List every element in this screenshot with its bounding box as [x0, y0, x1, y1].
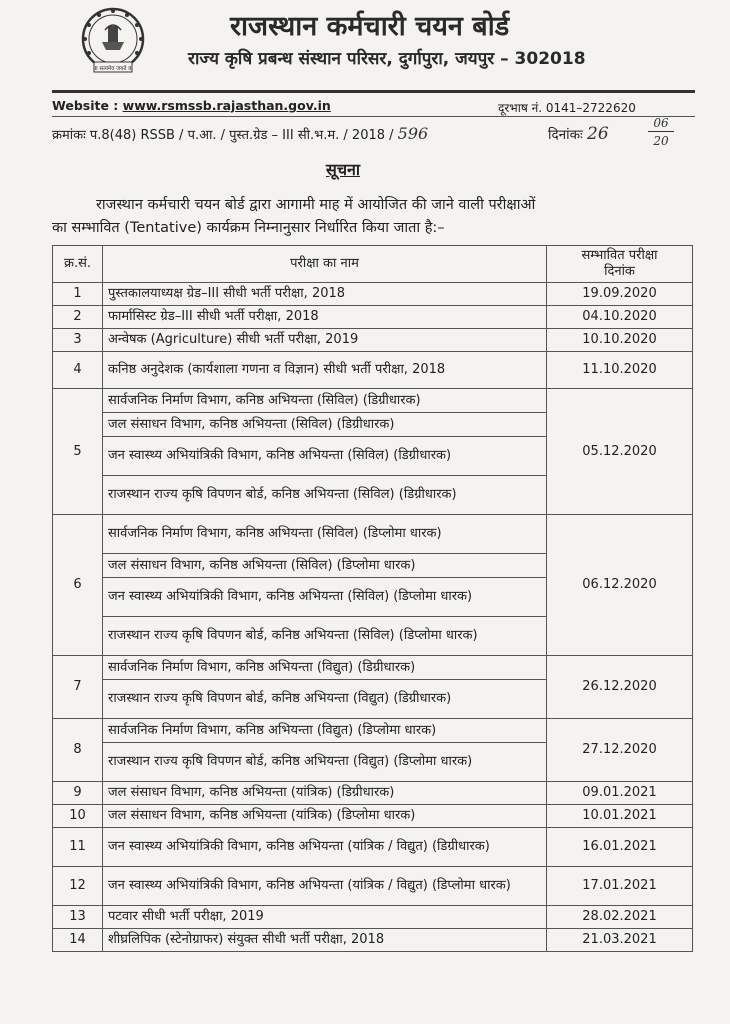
date-day: 26: [587, 124, 609, 144]
row-sno: 11: [53, 828, 103, 867]
date-month: 06: [653, 116, 669, 130]
table-row: [53, 828, 693, 867]
row-exam-name: जल संसाधन विभाग, कनिष्ठ अभियन्ता (यांत्रिक) (डिग्रीधारक): [103, 782, 547, 805]
row-exam-name: अन्वेषक (Agriculture) सीधी भर्ती परीक्षा, 2019: [103, 329, 547, 352]
row-date: 10.10.2020: [547, 329, 693, 352]
table-row: [53, 306, 693, 329]
row-sno: 6: [53, 515, 103, 656]
website-label: Website :: [52, 98, 119, 113]
row-exam-name: जल संसाधन विभाग, कनिष्ठ अभियन्ता (सिविल) (डिप्लोमा धारक): [103, 554, 547, 578]
exam-schedule-table: [52, 245, 693, 952]
issue-date: [548, 116, 669, 148]
reference-prefix: क्रमांकः प.8(48) RSSB / प.आ. / पुस्त.ग्रेड – III सी.भ.म. / 2018 /: [52, 128, 394, 143]
website-line: [52, 98, 331, 113]
header-sno: क्र.सं.: [53, 246, 103, 283]
row-exam-name: पुस्तकालयाध्यक्ष ग्रेड–III सीधी भर्ती परीक्षा, 2018: [103, 283, 547, 306]
row-exam-name: शीघ्रलिपिक (स्टेनोग्राफर) संयुक्त सीधी भर्ती परीक्षा, 2018: [103, 929, 547, 952]
row-date: 16.01.2021: [547, 828, 693, 867]
row-sno: 8: [53, 719, 103, 782]
row-exam-name: जल संसाधन विभाग, कनिष्ठ अभियन्ता (सिविल) (डिग्रीधारक): [103, 413, 547, 437]
row-exam-name: सार्वजनिक निर्माण विभाग, कनिष्ठ अभियन्ता (विद्युत) (डिग्रीधारक): [103, 656, 547, 680]
row-sno: 1: [53, 283, 103, 306]
phone-number: दूरभाष नं. 0141–2722620: [498, 101, 636, 115]
row-sno: 14: [53, 929, 103, 952]
row-exam-name: राजस्थान राज्य कृषि विपणन बोर्ड, कनिष्ठ अभियन्ता (विद्युत) (डिग्रीधारक): [103, 680, 547, 719]
table-row: [53, 656, 693, 680]
table-row: [53, 929, 693, 952]
table-header-row: [53, 246, 693, 283]
row-exam-name: सार्वजनिक निर्माण विभाग, कनिष्ठ अभियन्ता (सिविल) (डिप्लोमा धारक): [103, 515, 547, 554]
table-row: [53, 283, 693, 306]
table-row: [53, 719, 693, 743]
row-date: 04.10.2020: [547, 306, 693, 329]
row-date: 05.12.2020: [547, 389, 693, 515]
rajasthan-seal-emblem-icon: [80, 6, 146, 76]
row-exam-name: राजस्थान राज्य कृषि विपणन बोर्ड, कनिष्ठ अभियन्ता (सिविल) (डिग्रीधारक): [103, 476, 547, 515]
row-date: 28.02.2021: [547, 906, 693, 929]
row-exam-name: जल संसाधन विभाग, कनिष्ठ अभियन्ता (यांत्रिक) (डिप्लोमा धारक): [103, 805, 547, 828]
svg-text:II सत्यमेव जयते II: II सत्यमेव जयते II: [94, 66, 132, 72]
row-sno: 12: [53, 867, 103, 906]
table-row: [53, 515, 693, 554]
row-date: 27.12.2020: [547, 719, 693, 782]
row-sno: 4: [53, 352, 103, 389]
table-row: [53, 867, 693, 906]
row-exam-name: सार्वजनिक निर्माण विभाग, कनिष्ठ अभियन्ता (विद्युत) (डिप्लोमा धारक): [103, 719, 547, 743]
reference-handwritten-number: 596: [397, 124, 429, 143]
row-exam-name: राजस्थान राज्य कृषि विपणन बोर्ड, कनिष्ठ अभियन्ता (विद्युत) (डिप्लोमा धारक): [103, 743, 547, 782]
row-exam-name: सार्वजनिक निर्माण विभाग, कनिष्ठ अभियन्ता (सिविल) (डिग्रीधारक): [103, 389, 547, 413]
row-date: 21.03.2021: [547, 929, 693, 952]
row-exam-name: पटवार सीधी भर्ती परीक्षा, 2019: [103, 906, 547, 929]
table-row: [53, 329, 693, 352]
table-row: [53, 805, 693, 828]
row-date: 19.09.2020: [547, 283, 693, 306]
date-label: दिनांकः: [548, 127, 583, 143]
table-row: [53, 906, 693, 929]
row-sno: 9: [53, 782, 103, 805]
notice-title: सूचना: [326, 160, 361, 179]
row-exam-name: राजस्थान राज्य कृषि विपणन बोर्ड, कनिष्ठ अभियन्ता (सिविल) (डिप्लोमा धारक): [103, 617, 547, 656]
row-sno: 2: [53, 306, 103, 329]
row-sno: 10: [53, 805, 103, 828]
header-date-line2: दिनांक: [604, 264, 635, 279]
reference-number: [52, 124, 428, 143]
intro-line-2: का सम्भावित (Tentative) कार्यक्रम निम्नानुसार निर्धारित किया जाता है:–: [52, 220, 445, 236]
website-link[interactable]: www.rsmssb.rajasthan.gov.in: [122, 98, 331, 113]
row-date: 06.12.2020: [547, 515, 693, 656]
notice-intro: [52, 194, 697, 240]
header-date-line1: सम्भावित परीक्षा: [581, 248, 658, 263]
row-sno: 3: [53, 329, 103, 352]
table-row: [53, 782, 693, 805]
row-sno: 5: [53, 389, 103, 515]
date-month-year: [648, 116, 674, 148]
header-divider: [52, 90, 695, 93]
row-exam-name: फार्मासिस्ट ग्रेड–III सीधी भर्ती परीक्षा, 2018: [103, 306, 547, 329]
subheader-divider: [52, 116, 695, 117]
header-exam-name: परीक्षा का नाम: [103, 246, 547, 283]
row-sno: 7: [53, 656, 103, 719]
row-exam-name: जन स्वास्थ्य अभियांत्रिकी विभाग, कनिष्ठ अभियन्ता (यांत्रिक / विद्युत) (डिप्लोमा धारक): [103, 867, 547, 906]
date-year: 20: [653, 134, 669, 148]
table-row: [53, 352, 693, 389]
org-title: राजस्थान कर्मचारी चयन बोर्ड: [230, 11, 510, 42]
row-date: 11.10.2020: [547, 352, 693, 389]
row-date: 26.12.2020: [547, 656, 693, 719]
row-date: 17.01.2021: [547, 867, 693, 906]
row-exam-name: जन स्वास्थ्य अभियांत्रिकी विभाग, कनिष्ठ अभियन्ता (सिविल) (डिप्लोमा धारक): [103, 578, 547, 617]
row-exam-name: कनिष्ठ अनुदेशक (कार्यशाला गणना व विज्ञान) सीधी भर्ती परीक्षा, 2018: [103, 352, 547, 389]
row-sno: 13: [53, 906, 103, 929]
row-date: 10.01.2021: [547, 805, 693, 828]
row-date: 09.01.2021: [547, 782, 693, 805]
org-address: राज्य कृषि प्रबन्ध संस्थान परिसर, दुर्गापुरा, जयपुर – 302018: [188, 49, 586, 69]
table-row: [53, 389, 693, 413]
intro-line-1: राजस्थान कर्मचारी चयन बोर्ड द्वारा आगामी माह में आयोजित की जाने वाली परीक्षाओं: [96, 197, 536, 213]
row-exam-name: जन स्वास्थ्य अभियांत्रिकी विभाग, कनिष्ठ अभियन्ता (यांत्रिक / विद्युत) (डिग्रीधारक): [103, 828, 547, 867]
row-exam-name: जन स्वास्थ्य अभियांत्रिकी विभाग, कनिष्ठ अभियन्ता (सिविल) (डिग्रीधारक): [103, 437, 547, 476]
header-date: [547, 246, 693, 283]
